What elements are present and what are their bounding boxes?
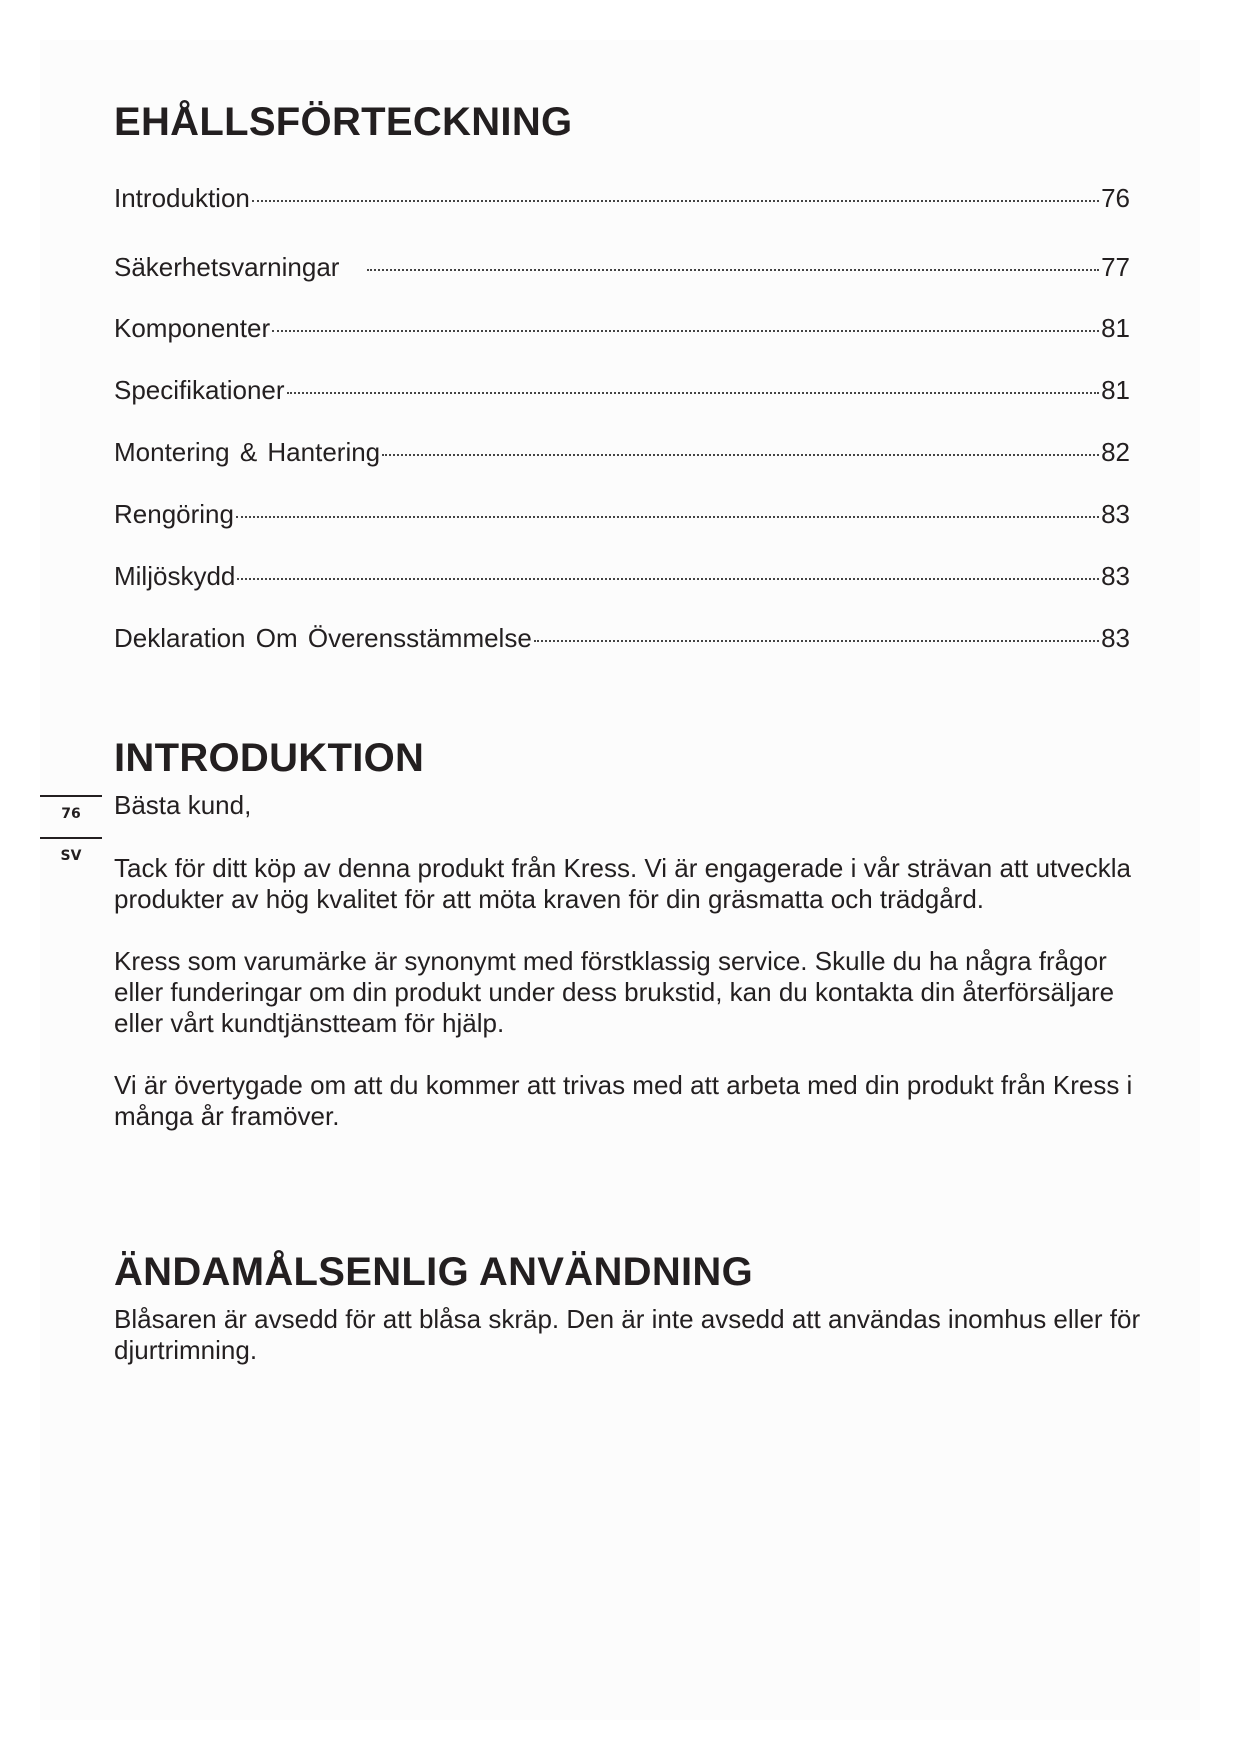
toc-entry-label: Montering & Hantering xyxy=(114,437,381,467)
side-tab-language: SV xyxy=(60,848,82,864)
intro-paragraph: Vi är övertygade om att du kommer att trivas med att arbeta med din produkt från Kress i många år framöver. xyxy=(114,1070,1133,1131)
side-tab-divider xyxy=(40,837,102,839)
toc-entry-label: Rengöring xyxy=(114,499,234,529)
toc-entry[interactable] xyxy=(114,496,1130,532)
toc-entry-page: 76 xyxy=(1101,183,1130,213)
toc-leader-dots xyxy=(287,392,1100,394)
intended-use-heading: ÄNDAMÅLSENLIG ANVÄNDNING xyxy=(114,1250,754,1294)
toc-entry-label: Säkerhetsvarningar xyxy=(114,252,340,282)
toc-entry-label: Introduktion xyxy=(114,183,250,213)
toc-entry[interactable] xyxy=(114,620,1130,656)
side-tab-top-rule xyxy=(40,795,102,797)
toc-entry-page: 83 xyxy=(1101,623,1130,653)
side-tab-page-number: 76 xyxy=(61,806,81,822)
toc-entry[interactable] xyxy=(114,310,1130,346)
toc-leader-dots xyxy=(236,516,1099,518)
introduction-heading: INTRODUKTION xyxy=(114,736,425,780)
toc-entry[interactable] xyxy=(114,372,1130,408)
toc-entry[interactable] xyxy=(114,249,1130,285)
greeting: Bästa kund, xyxy=(114,790,252,820)
toc-entry-label: Specifikationer xyxy=(114,375,285,405)
toc-leader-dots xyxy=(367,269,1099,271)
toc-entry-page: 81 xyxy=(1101,313,1130,343)
toc-entry-page: 81 xyxy=(1101,375,1130,405)
toc-leader-dots xyxy=(237,578,1099,580)
intended-use-text: Blåsaren är avsedd för att blåsa skräp. Den är inte avsedd att användas inomhus eller för djurtrimning. xyxy=(114,1304,1141,1365)
toc-leader-dots xyxy=(252,200,1099,202)
toc-heading: EHÅLLSFÖRTECKNING xyxy=(114,100,573,144)
toc-entry-page: 83 xyxy=(1101,561,1130,591)
toc-entry-label: Komponenter xyxy=(114,313,271,343)
intro-paragraph: Tack för ditt köp av denna produkt från Kress. Vi är engagerade i vår strävan att utveckla produkter av hög kvalitet för att möta kraven för din gräsmatta och trädgård. xyxy=(114,853,1131,914)
toc-entry-label: Deklaration Om Överensstämmelse xyxy=(114,623,532,653)
toc-leader-dots xyxy=(382,454,1099,456)
toc-entry-page: 82 xyxy=(1101,437,1130,467)
toc-entry[interactable] xyxy=(114,434,1130,470)
toc-entry[interactable] xyxy=(114,558,1130,594)
toc-entry[interactable] xyxy=(114,180,1130,216)
toc-entry-page: 83 xyxy=(1101,499,1130,529)
toc-entry-page: 77 xyxy=(1101,252,1130,282)
toc-leader-dots xyxy=(534,640,1099,642)
toc-entry-label: Miljöskydd xyxy=(114,561,236,591)
intro-paragraph: Kress som varumärke är synonymt med förstklassig service. Skulle du ha några frågor eller funderingar om din produkt under dess brukstid, kan du kontakta din återförsäljare eller vårt kundtjänstteam för hjälp. xyxy=(114,946,1115,1038)
toc-leader-dots xyxy=(272,330,1099,332)
